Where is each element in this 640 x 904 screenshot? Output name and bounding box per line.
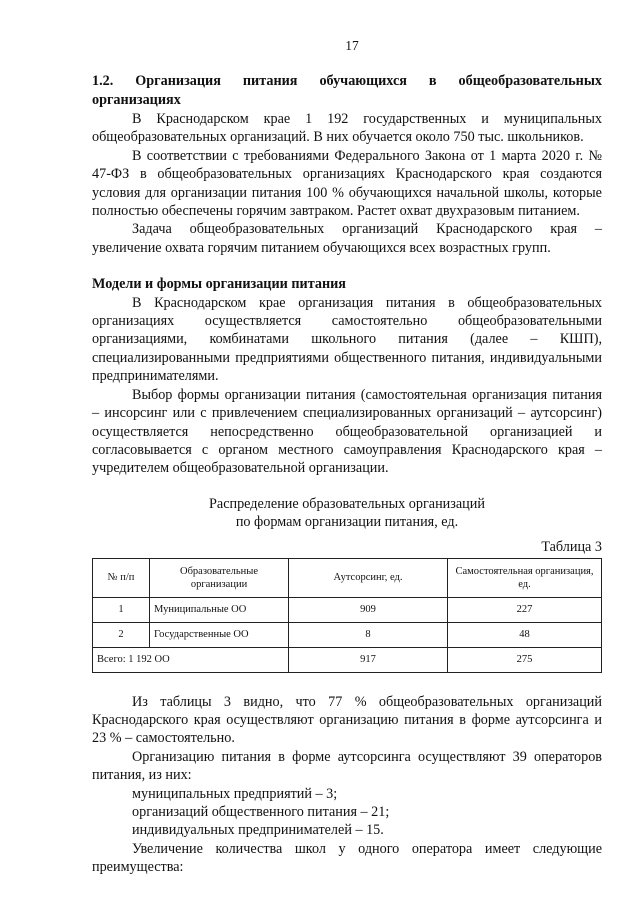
table-row (93, 597, 602, 622)
table-cell: 275 (448, 647, 602, 672)
table-cell: 909 (289, 597, 448, 622)
table-number: Таблица 3 (541, 538, 602, 555)
list-item: муниципальных предприятий – 3; (132, 785, 338, 802)
table-cell: Муниципальные ОО (150, 597, 289, 622)
table-cell: 917 (289, 647, 448, 672)
distribution-table (92, 558, 602, 673)
table-caption (92, 495, 602, 532)
section-heading: 1.2. Организация питания обучающихся в общеобразовательных организациях (92, 73, 602, 108)
table-cell: 48 (448, 622, 602, 647)
paragraph: Увеличение количества школ у одного оператора имеет следующие преимущества: (92, 840, 602, 876)
table-row (93, 622, 602, 647)
table-cell: 2 (93, 622, 150, 647)
paragraph: В соответствии с требованиями Федерального Закона от 1 марта 2020 г. № 47-ФЗ в общеобразовательных организациях Краснодарского края создаются условия для организации питания 100 % обучающихся начальной школы, которые полностью обеспечены горячим завтраком. Растет охват двухразовым питанием. (92, 147, 602, 220)
table-caption-line: Распределение образовательных организаций (209, 495, 485, 512)
list-item: организаций общественного питания – 21; (132, 803, 390, 820)
table-cell: 1 (93, 597, 150, 622)
column-header: Аутсорсинг, ед. (289, 558, 448, 597)
paragraph: Организацию питания в форме аутсорсинга осуществляют 39 операторов питания, из них: (92, 748, 602, 784)
column-header: Образовательные организации (150, 558, 289, 597)
table-cell: 8 (289, 622, 448, 647)
table-header-row (93, 558, 602, 597)
table-cell: Государственные ОО (150, 622, 289, 647)
table-cell: 227 (448, 597, 602, 622)
table-cell: Всего: 1 192 ОО (93, 647, 289, 672)
paragraph: Выбор формы организации питания (самостоятельная организация питания – инсорсинг или с привлечением специализированных организаций – аутсорсинг) осуществляется непосредственно общеобразовательной организацией и согласовывается с органом местного самоуправления Краснодарского края – учредителем общеобразовательной организации. (92, 386, 602, 477)
table-total-row (93, 647, 602, 672)
page-number: 17 (345, 38, 359, 53)
paragraph: В Краснодарском крае 1 192 государственных и муниципальных общеобразовательных организаций. В них обучается около 750 тыс. школьников. (92, 111, 602, 146)
subheading: Модели и формы организации питания (92, 276, 346, 293)
column-header: № п/п (93, 558, 150, 597)
paragraph: Из таблицы 3 видно, что 77 % общеобразовательных организаций Краснодарского края осуществляют организацию питания в форме аутсорсинга и 23 % – самостоятельно. (92, 693, 602, 747)
paragraph: Задача общеобразовательных организаций Краснодарского края – увеличение охвата горячим питанием обучающихся всех возрастных групп. (92, 221, 602, 256)
column-header: Самостоятельная организация, ед. (448, 558, 602, 597)
paragraph: В Краснодарском крае организация питания в общеобразовательных организациях осуществляется самостоятельно общеобразовательными организациями, комбинатами школьного питания (далее – КШП), специализированными предприятиями общественного питания, индивидуальными предпринимателями. (92, 294, 602, 385)
table-caption-line: по формам организации питания, ед. (235, 514, 459, 531)
list-item: индивидуальных предпринимателей – 15. (132, 822, 384, 839)
